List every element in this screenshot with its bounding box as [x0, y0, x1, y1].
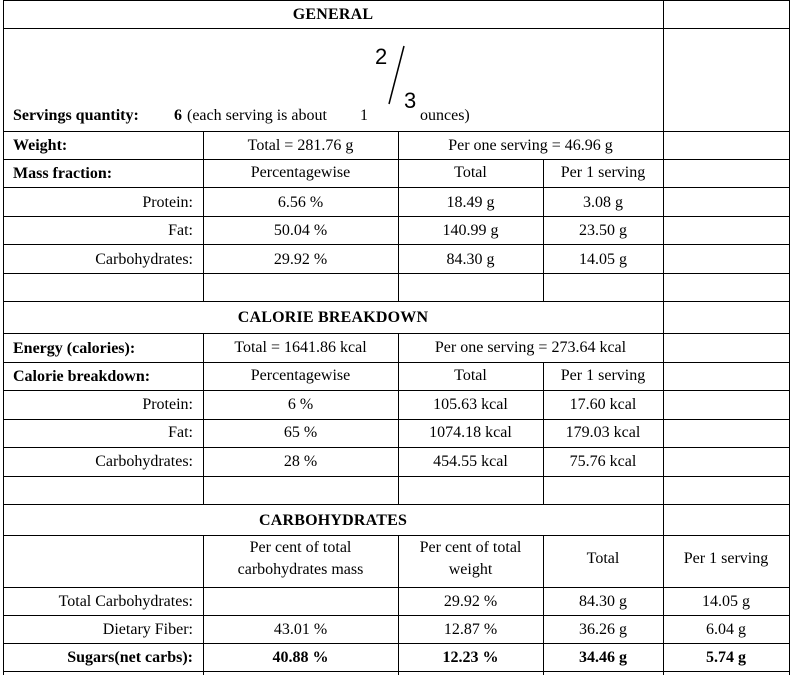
carbs-header-pct-mass-line1: Per cent of total [249, 539, 352, 556]
row-total: 1074.18 kcal [429, 424, 512, 441]
carbs-header-pct-weight-line1: Per cent of total [419, 539, 522, 556]
row-pct: 6.56 % [277, 194, 324, 211]
row-label: Total Carbohydrates: [58, 593, 193, 610]
row-total: 84.30 g [446, 251, 495, 268]
row-label: Fat: [168, 222, 193, 239]
row-pct-weight: 12.87 % [443, 621, 498, 638]
row-per: 5.74 g [706, 649, 746, 666]
energy-total: Total = 1641.86 kcal [234, 339, 367, 356]
serving-denominator: 3 [404, 88, 417, 113]
calorie-header-total: Total [454, 367, 487, 384]
row-per: 17.60 kcal [569, 396, 637, 413]
row-per: 23.50 g [579, 222, 627, 239]
calorie-breakdown-title: CALORIE BREAKDOWN [237, 309, 429, 326]
weight-total: Total = 281.76 g [247, 137, 354, 154]
calorie-breakdown-label: Calorie breakdown: [13, 368, 151, 385]
mass-header-per: Per 1 serving [560, 164, 646, 181]
row-label: Fat: [168, 424, 193, 441]
weight-per-serving: Per one serving = 46.96 g [448, 137, 613, 154]
servings-note-prefix: (each serving is about [187, 107, 327, 124]
servings-label: Servings quantity: [13, 107, 139, 124]
row-total: 105.63 kcal [433, 396, 508, 413]
row-total: 34.46 g [579, 649, 627, 666]
energy-per-serving: Per one serving = 273.64 kcal [434, 339, 627, 356]
row-per: 6.04 g [706, 621, 746, 638]
servings-value: 6 [174, 107, 182, 124]
servings-note-suffix: ounces) [420, 107, 470, 124]
carbs-header-pct-mass-line2: carbohydrates mass [237, 561, 364, 578]
row-total: 18.49 g [446, 194, 495, 211]
mass-header-total: Total [454, 164, 487, 181]
weight-label: Weight: [13, 137, 68, 154]
serving-whole: 1 [360, 107, 368, 124]
row-label: Dietary Fiber: [102, 621, 193, 638]
row-pct-weight: 12.23 % [442, 649, 499, 666]
calorie-header-per: Per 1 serving [560, 367, 646, 384]
row-label: Carbohydrates: [95, 251, 193, 268]
carbohydrates-title: CARBOHYDRATES [258, 512, 408, 529]
row-pct: 6 % [287, 396, 314, 413]
row-label: Protein: [142, 194, 193, 211]
row-per: 3.08 g [583, 194, 623, 211]
row-total: 454.55 kcal [433, 453, 508, 470]
serving-numerator: 2 [375, 44, 388, 69]
calorie-header-pct: Percentagewise [250, 367, 351, 384]
row-pct-mass: 40.88 % [272, 649, 329, 666]
row-pct: 29.92 % [273, 251, 328, 268]
row-per: 14.05 g [702, 593, 750, 610]
row-total: 36.26 g [579, 621, 627, 638]
row-label: Sugars(net carbs): [67, 649, 193, 666]
carbs-header-per: Per 1 serving [683, 550, 769, 567]
row-label: Carbohydrates: [95, 453, 193, 470]
row-per: 14.05 g [579, 251, 627, 268]
row-pct-weight: 29.92 % [443, 593, 498, 610]
carbs-header-total: Total [586, 550, 620, 567]
carbs-header-pct-weight-line2: weight [448, 561, 493, 578]
row-pct: 50.04 % [273, 222, 328, 239]
row-total: 84.30 g [579, 593, 627, 610]
mass-fraction-label: Mass fraction: [13, 165, 113, 182]
energy-label: Energy (calories): [13, 340, 136, 357]
row-pct: 65 % [283, 424, 318, 441]
row-per: 75.76 kcal [569, 453, 637, 470]
row-per: 179.03 kcal [565, 424, 641, 441]
row-pct-mass: 43.01 % [273, 621, 328, 638]
mass-header-pct: Percentagewise [250, 164, 351, 181]
general-title: GENERAL [292, 6, 374, 23]
row-total: 140.99 g [442, 222, 499, 239]
row-pct: 28 % [283, 453, 318, 470]
row-label: Protein: [142, 396, 193, 413]
